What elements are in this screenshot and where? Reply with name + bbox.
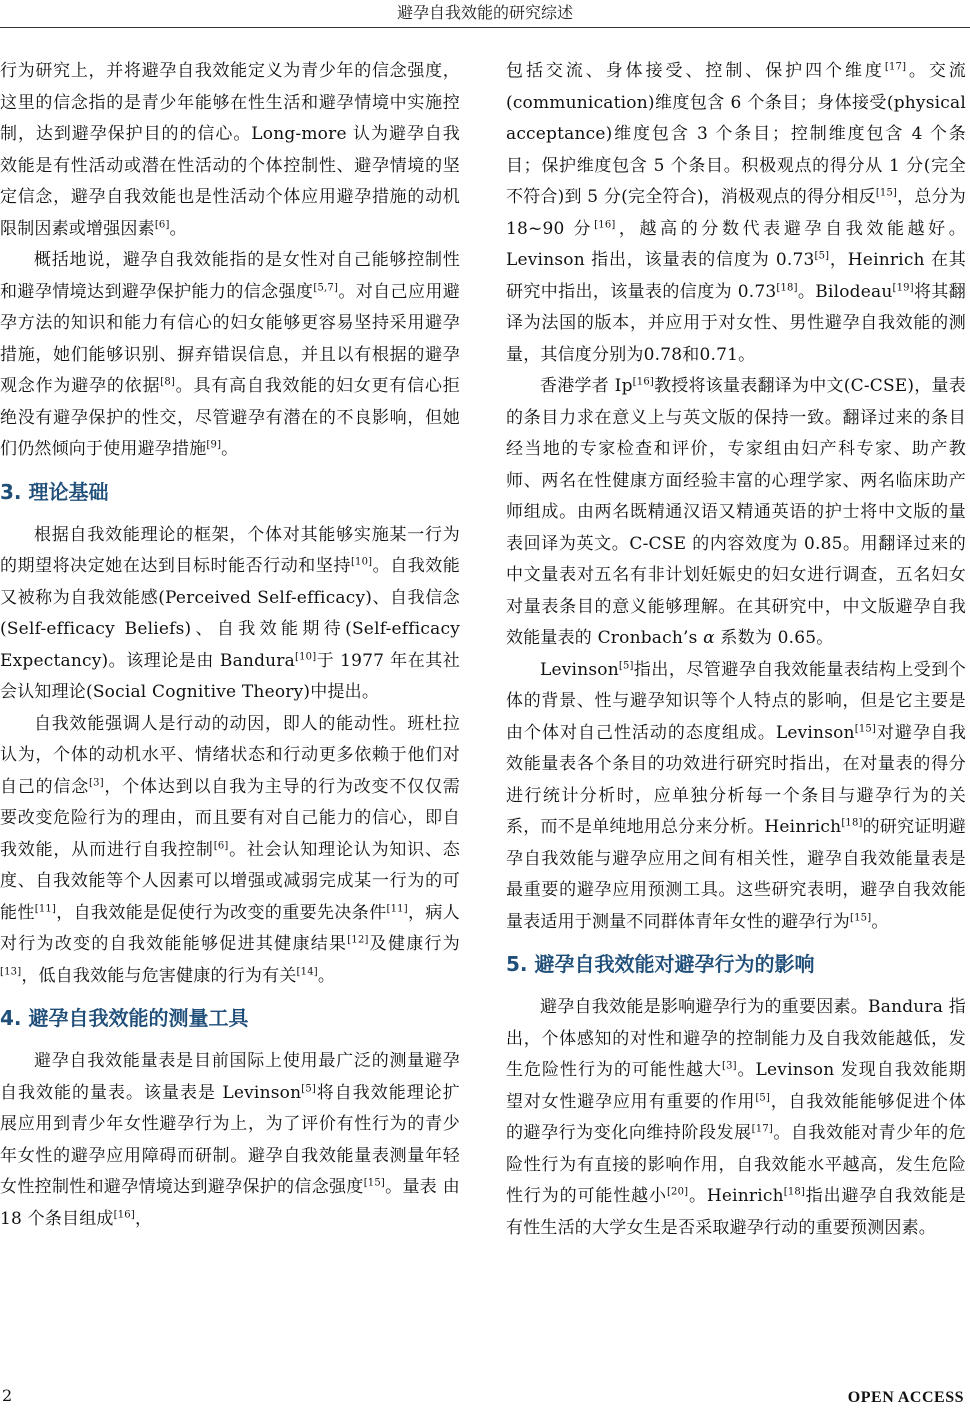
left-paragraph-4: 自我效能强调人是行动的动因，即人的能动性。班杜拉认为，个体的动机水平、情绪状态和行动更多依赖于他们对自己的信念[3]，个体达到以自我为主导的行为改变不仅仅需要改变危险行为的理由，而且要有对自己能力的信心，即自我效能，从而进行自我控制[6]。社会认知理论认为知识、态度、自我效能等个人因素可以增强或减弱完成某一行为的可能性[11]，自我效能是促使行为改变的重要先决条件[11]，病人对行为改变的自我效能能够促进其健康结果[12]及健康行为[13]，低自我效能与危害健康的行为有关[14]。 <box>0 713 460 986</box>
left-paragraph-2: 概括地说，避孕自我效能指的是女性对自己能够控制性和避孕情境达到避孕保护能力的信念强度[5,7]。对自己应用避孕方法的知识和能力有信心的妇女能够更容易坚持采用避孕措施，她们能够识别、摒弃错误信息，并且以有根据的避孕观念作为避孕的依据[8]。具有高自我效能的妇女更有信心拒绝没有避孕保护的性交，尽管避孕有潜在的不良影响，但她们仍然倾向于使用避孕措施[9]。 <box>0 250 460 459</box>
citation[interactable]: [18] <box>841 817 863 829</box>
right-paragraph-1: 包括交流、身体接受、控制、保护四个维度[17]。交流(communication)维度包含 6 个条目；身体接受(physical acceptance)维度包含 3 个条目；控制维度包含 4 个条目；保护维度包含 5 个条目。积极观点的得分从 1 分(完全不符合)到 5 分(完全符合)，消极观点的得分相反[15]，总分为 18~90 分[16]，越高的分数代表避孕自我效能越好。Levinson 指出，该量表的信度为 0.73[5]，Heinrich 在其研究中指出，该量表的信度为 0.73[18]。Bilodeau[19]将其翻译为法国的版本，并应用于对女性、男性避孕自我效能的测量，其信度分别为0.78和0.71。 <box>506 61 966 365</box>
right-paragraph-2: 香港学者 Ip[16]教授将该量表翻译为中文(C-CSE)，量表的条目力求在意义上与英文版的保持一致。翻译过来的条目经当地的专家检查和评价，专家组由妇产科专家、助产教师、两名在性健康方面经验丰富的心理学家、两名临床助产师组成。由两名既精通汉语又精通英语的护士将中文版的量表回译为英文。C-CSE 的内容效度为 0.85。用翻译过来的中文量表对五名有非计划妊娠史的妇女进行调查，五名妇女对量表条目的意义能够理解。在其研究中，中文版避孕自我效能量表的 Cronbach’s α 系数为 0.65。 <box>506 376 967 648</box>
citation[interactable]: [3] <box>89 776 104 788</box>
citation[interactable]: [13] <box>0 965 22 977</box>
citation[interactable]: [5,7] <box>313 281 339 293</box>
page-number: 2 <box>2 1386 13 1405</box>
citation[interactable]: [20] <box>666 1186 689 1198</box>
citation[interactable]: [14] <box>296 965 318 977</box>
right-paragraph-3: Levinson[5]指出，尽管避孕自我效能量表结构上受到个体的背景、性与避孕知识等个人特点的影响，但是它主要是由个体对自己性活动的态度组成。Levinson[15]对避孕自我效能量表各个条目的功效进行研究时指出，在对量表的得分进行统计分析时，应单独分析每一个条目与避孕行为的关系，而不是单纯地用总分来分析。Heinrich[18]的研究证明避孕自我效能与避孕应用之间有相关性，避孕自我效能量表是最重要的避孕应用预测工具。这些研究表明，避孕自我效能量表适用于测量不同群体青年女性的避孕行为[15]。 <box>506 659 967 932</box>
left-paragraph-3: 根据自我效能理论的框架，个体对其能够实施某一行为的期望将决定她在达到目标时能否行动和坚持[10]。自我效能又被称为自我效能感(Perceived Self-efficacy)、自我信念(Self-efficacy Beliefs)、自我效能期待(Self-efficacy Expectancy)。该理论是由 Bandura[10]于 1977 年在其社会认知理论(Social Cognitive Theory)中提出。 <box>0 524 460 702</box>
citation[interactable]: [11] <box>34 902 57 914</box>
citation[interactable]: [15] <box>850 911 872 923</box>
citation[interactable]: [12] <box>347 934 369 946</box>
alpha-symbol: α <box>703 628 715 648</box>
running-header <box>0 2 970 28</box>
citation[interactable]: [15] <box>363 1177 386 1189</box>
citation[interactable]: [15] <box>875 187 898 199</box>
left-paragraph-1: 行为研究上，并将避孕自我效能定义为青少年的信念强度，这里的信念指的是青少年能够在性生活和避孕情境中实施控制，达到避孕保护目的的信心。Long-more 认为避孕自我效能是有性活动或潜在性活动的个体控制性、避孕情境的坚定信念，避孕自我效能也是性活动个体应用避孕措施的动机限制因素或增强因素[6]。 <box>0 61 460 239</box>
section-heading-4: 4. 避孕自我效能的测量工具 <box>0 1006 249 1030</box>
open-access-label: OPEN ACCESS <box>847 1389 964 1406</box>
section-heading-3: 3. 理论基础 <box>0 479 109 504</box>
citation[interactable]: [6] <box>154 218 170 230</box>
citation[interactable]: [16] <box>594 218 616 230</box>
citation[interactable]: [15] <box>854 722 877 734</box>
right-paragraph-4: 避孕自我效能是影响避孕行为的重要因素。Bandura 指出，个体感知的对性和避孕的控制能力及自我效能越低，发生危险性行为的可能性越大[3]。Levinson 发现自我效能期望对女性避孕应用有重要的作用[5]，自我效能能够促进个体的避孕行为变化向维持阶段发展[17]。自我效能对青少年的危险性行为有直接的影响作用，自我效能水平越高，发生危险性行为的可能性越小[20]。Heinrich[18]指出避孕自我效能是有性生活的大学女生是否采取避孕行动的重要预测因素。 <box>506 997 966 1238</box>
citation[interactable]: [3] <box>721 1060 737 1072</box>
citation[interactable]: [16] <box>113 1208 135 1220</box>
citation[interactable]: [18] <box>783 1186 806 1198</box>
citation[interactable]: [8] <box>160 376 176 388</box>
citation[interactable]: [17] <box>751 1123 773 1135</box>
citation[interactable]: [6] <box>213 839 229 851</box>
citation[interactable]: [5] <box>618 659 634 671</box>
citation[interactable]: [16] <box>632 376 654 388</box>
citation[interactable]: [5] <box>755 1091 771 1103</box>
left-column <box>0 56 460 1235</box>
citation[interactable]: [18] <box>776 281 798 293</box>
citation[interactable]: [5] <box>301 1082 316 1094</box>
citation[interactable]: [5] <box>814 250 830 262</box>
citation[interactable]: [10] <box>294 650 317 662</box>
citation[interactable]: [9] <box>206 439 222 451</box>
header-title: 避孕自我效能的研究综述 <box>396 3 573 22</box>
citation[interactable]: [17] <box>884 61 907 73</box>
header-rule <box>0 27 970 28</box>
right-column <box>506 56 966 1244</box>
citation[interactable]: [19] <box>892 281 914 293</box>
citation[interactable]: [11] <box>386 902 408 914</box>
section-heading-5: 5. 避孕自我效能对避孕行为的影响 <box>506 952 815 976</box>
citation[interactable]: [10] <box>350 556 373 568</box>
left-paragraph-5: 避孕自我效能量表是目前国际上使用最广泛的测量避孕自我效能的量表。该量表是 Levinson[5]将自我效能理论扩展应用到青少年女性避孕行为上，为了评价有性行为的青少年女性的避孕应用障碍而研制。避孕自我效能量表测量年轻女性控制性和避孕情境达到避孕保护的信念强度[15]。量表 由 18 个条目组成[16]， <box>0 1051 461 1229</box>
